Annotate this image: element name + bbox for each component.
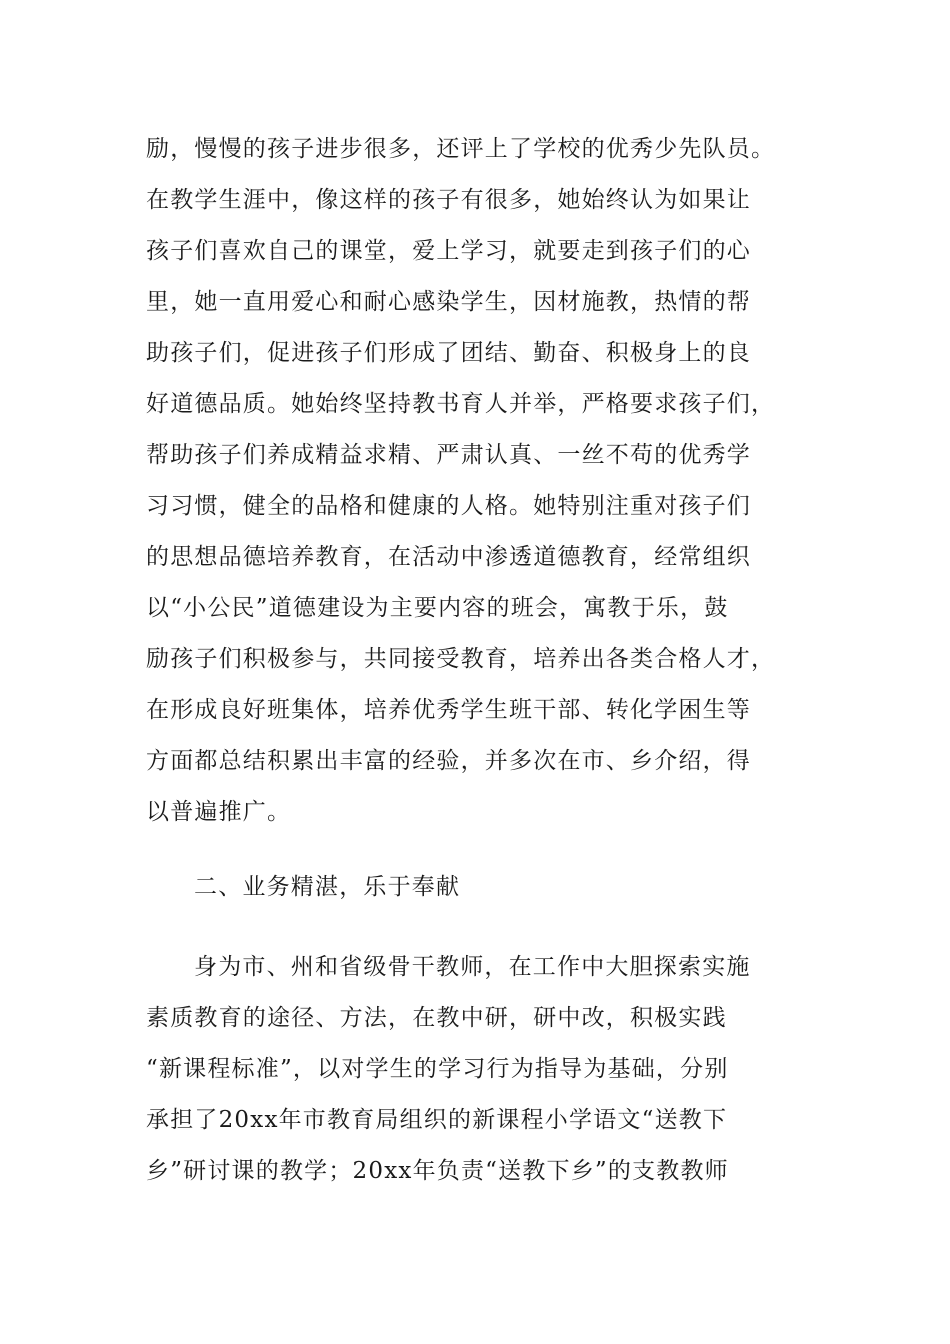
- paragraph-1-line-11: 励孩子们积极参与，共同接受教育，培养出各类合格人才，: [146, 646, 776, 672]
- paragraph-1-line-7: 帮助孩子们养成精益求精、严肃认真、一丝不苟的优秀学: [146, 442, 751, 468]
- paragraph-2-line-3: “新课程标准”，以对学生的学习行为指导为基础，分别: [146, 1056, 729, 1082]
- paragraph-1-line-4: 里，她一直用爱心和耐心感染学生，因材施教，热情的帮: [146, 289, 751, 315]
- paragraph-1-line-9: 的思想品德培养教育，在活动中渗透道德教育，经常组织: [146, 544, 751, 570]
- paragraph-1-line-2: 在教学生涯中，像这样的孩子有很多，她始终认为如果让: [146, 187, 751, 213]
- paragraph-2-line-2: 素质教育的途径、方法，在教中研，研中改，积极实践: [146, 1005, 727, 1031]
- section-heading: 二、业务精湛，乐于奉献: [194, 874, 461, 900]
- paragraph-1-line-3: 孩子们喜欢自己的课堂，爱上学习，就要走到孩子们的心: [146, 238, 751, 264]
- paragraph-1-line-14: 以普遍推广。: [146, 799, 292, 825]
- paragraph-1-line-12: 在形成良好班集体，培养优秀学生班干部、转化学困生等: [146, 697, 751, 723]
- paragraph-1-line-5: 助孩子们，促进孩子们形成了团结、勤奋、积极身上的良: [146, 340, 751, 366]
- paragraph-1-line-8: 习习惯，健全的品格和健康的人格。她特别注重对孩子们: [146, 493, 751, 519]
- paragraph-1-line-6: 好道德品质。她始终坚持教书育人并举，严格要求孩子们，: [146, 391, 776, 417]
- paragraph-2-line-5: 乡”研讨课的教学；20xx年负责“送教下乡”的支教教师: [146, 1158, 729, 1184]
- paragraph-2-line-4: 承担了20xx年市教育局组织的新课程小学语文“送教下: [146, 1107, 728, 1133]
- paragraph-1-line-10: 以“小公民”道德建设为主要内容的班会，寓教于乐，鼓: [146, 595, 729, 621]
- paragraph-2-line-1: 身为市、州和省级骨干教师，在工作中大胆探索实施: [194, 954, 751, 980]
- paragraph-1-line-13: 方面都总结积累出丰富的经验，并多次在市、乡介绍，得: [146, 748, 751, 774]
- paragraph-1-line-1: 励，慢慢的孩子进步很多，还评上了学校的优秀少先队员。: [146, 136, 776, 162]
